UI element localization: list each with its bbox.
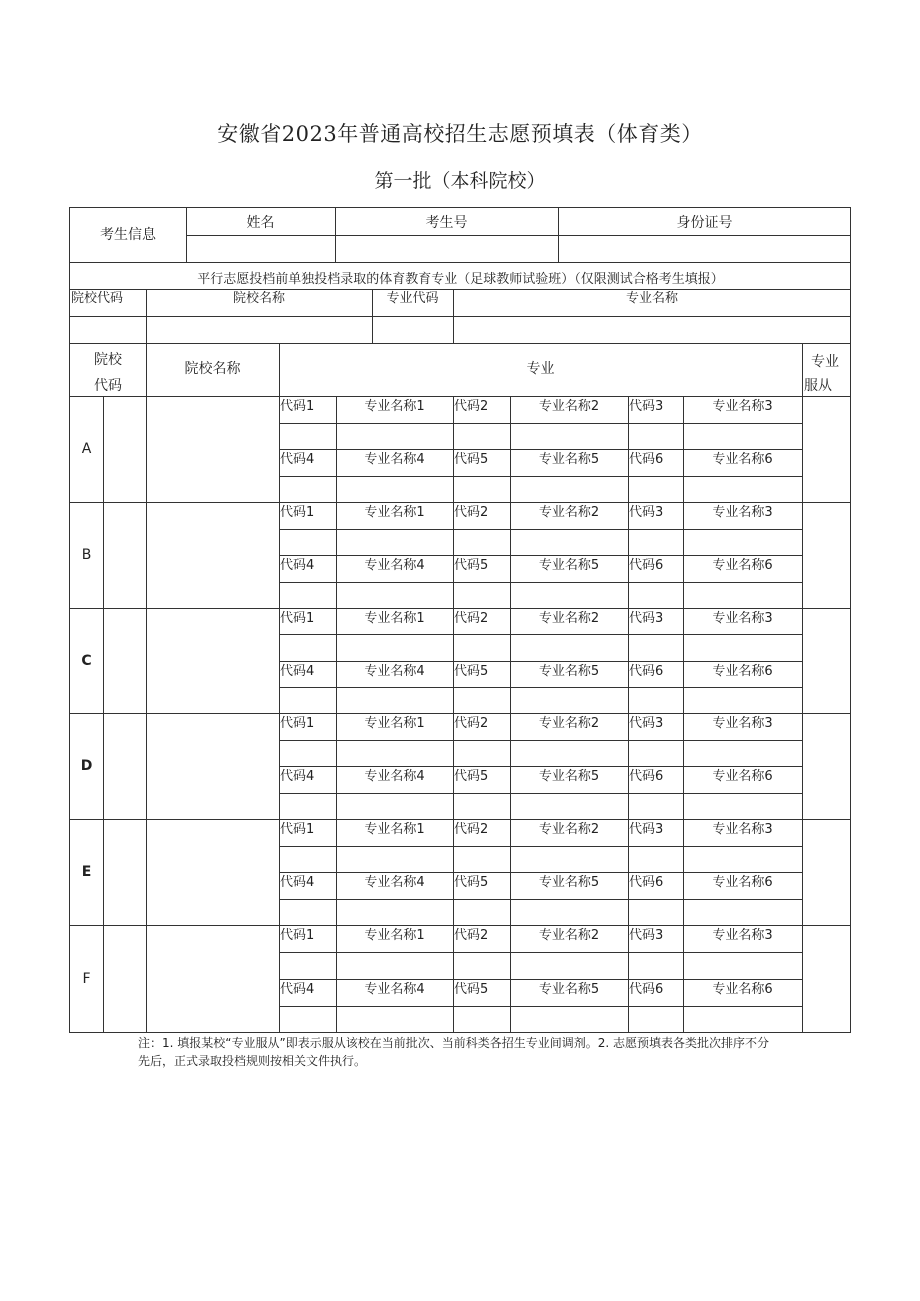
major-label-code1-e: 代码1 [280, 822, 315, 837]
header-school-code-line2: 代码 [94, 378, 122, 394]
major-label-name2-f: 专业名称2 [538, 928, 600, 943]
major-input-name2-a[interactable] [511, 424, 628, 450]
major-label-name4-c: 专业名称4 [364, 663, 425, 679]
major-label-code4-b: 代码4 [280, 558, 315, 573]
major-input-code4-f[interactable] [280, 1007, 336, 1033]
major-input-code5-f[interactable] [454, 1007, 510, 1033]
major-input-code5-c[interactable] [454, 688, 510, 713]
major-label-name6-b: 专业名称6 [712, 558, 773, 573]
special-school-code-label: 院校代码 [71, 291, 124, 306]
major-input-name4-e[interactable] [337, 900, 453, 926]
major-input-code6-c[interactable] [629, 688, 683, 713]
major-label-code6-b: 代码6 [629, 558, 664, 573]
major-input-name2-b[interactable] [511, 530, 628, 556]
major-input-code1-d[interactable] [280, 741, 336, 767]
id-number-input-cell[interactable] [559, 236, 851, 262]
major-input-name5-d[interactable] [511, 794, 628, 820]
major-label-code1-b: 代码1 [280, 505, 315, 520]
major-label-name2-e: 专业名称2 [538, 822, 600, 837]
major-input-name4-f[interactable] [337, 1007, 453, 1033]
major-input-code1-e[interactable] [280, 847, 336, 873]
major-label-name6-e: 专业名称6 [712, 875, 773, 890]
group-letter-d: D [80, 758, 93, 774]
major-input-code3-f[interactable] [629, 953, 683, 979]
school-name-input-a[interactable] [147, 397, 279, 502]
major-label-name1-f: 专业名称1 [364, 928, 425, 943]
major-label-code2-c: 代码2 [454, 611, 489, 626]
major-label-code2-e: 代码2 [454, 822, 489, 837]
major-label-code5-f: 代码5 [454, 982, 489, 997]
major-label-name3-d: 专业名称3 [712, 716, 773, 731]
major-input-code2-c[interactable] [454, 635, 510, 660]
major-input-name4-b[interactable] [337, 583, 453, 609]
major-label-name5-b: 专业名称5 [538, 558, 600, 573]
school-name-input-e[interactable] [147, 820, 279, 925]
major-input-code1-c[interactable] [280, 635, 336, 660]
major-input-code1-b[interactable] [280, 530, 336, 556]
major-label-code3-b: 代码3 [629, 505, 664, 520]
major-label-name5-e: 专业名称5 [538, 875, 600, 890]
obey-input-a[interactable] [803, 397, 851, 502]
major-input-name6-f[interactable] [684, 1007, 802, 1033]
major-input-code4-c[interactable] [280, 688, 336, 713]
major-input-name6-c[interactable] [684, 688, 802, 713]
major-label-code2-f: 代码2 [454, 928, 489, 943]
obey-input-d[interactable] [803, 714, 851, 819]
major-input-code3-e[interactable] [629, 847, 683, 873]
major-input-name4-a[interactable] [337, 477, 453, 503]
special-school-name-label: 院校名称 [232, 291, 285, 306]
major-label-name2-b: 专业名称2 [538, 505, 600, 520]
major-label-name1-a: 专业名称1 [364, 399, 425, 414]
major-input-code4-a[interactable] [280, 477, 336, 503]
school-code-input-b[interactable] [104, 503, 146, 608]
major-label-name1-b: 专业名称1 [364, 505, 425, 520]
header-obey-line2: 服从 [804, 378, 832, 394]
obey-input-c[interactable] [803, 609, 851, 713]
major-label-name1-d: 专业名称1 [364, 716, 425, 731]
group-letter-f: F [82, 971, 91, 987]
school-code-input-a[interactable] [104, 397, 146, 502]
special-major-name-input[interactable] [454, 317, 851, 343]
major-label-name6-c: 专业名称6 [712, 663, 773, 679]
major-label-code5-d: 代码5 [454, 769, 489, 784]
major-input-code1-f[interactable] [280, 953, 336, 979]
major-label-code2-d: 代码2 [454, 716, 489, 731]
major-input-code6-e[interactable] [629, 900, 683, 926]
group-letter-b: B [81, 547, 92, 563]
major-label-code5-e: 代码5 [454, 875, 489, 890]
major-label-code6-d: 代码6 [629, 769, 664, 784]
school-code-input-c[interactable] [104, 609, 146, 713]
major-input-code5-d[interactable] [454, 794, 510, 820]
major-input-name2-c[interactable] [511, 635, 628, 660]
major-label-name4-f: 专业名称4 [364, 982, 425, 997]
major-label-code3-f: 代码3 [629, 928, 664, 943]
major-input-name6-a[interactable] [684, 477, 802, 503]
major-label-code6-c: 代码6 [629, 663, 664, 679]
header-major: 专业 [526, 361, 555, 377]
special-section-title: 平行志愿投档前单独投档录取的体育教育专业（足球教师试验班）（仅限测试合格考生填报） [197, 272, 724, 287]
major-input-code2-a[interactable] [454, 424, 510, 450]
major-label-code1-c: 代码1 [280, 611, 315, 626]
major-label-code5-c: 代码5 [454, 663, 489, 679]
major-input-name6-b[interactable] [684, 583, 802, 609]
major-input-name1-e[interactable] [337, 847, 453, 873]
major-label-name5-f: 专业名称5 [538, 982, 600, 997]
major-input-code5-a[interactable] [454, 477, 510, 503]
major-input-name1-f[interactable] [337, 953, 453, 979]
major-label-code4-c: 代码4 [280, 663, 315, 679]
major-input-name1-a[interactable] [337, 424, 453, 450]
school-code-input-d[interactable] [104, 714, 146, 819]
special-major-name-label: 专业名称 [625, 291, 678, 306]
student-info-label: 考生信息 [100, 227, 156, 243]
group-letter-e: E [81, 864, 92, 880]
major-input-name2-d[interactable] [511, 741, 628, 767]
major-label-name2-d: 专业名称2 [538, 716, 600, 731]
major-label-code3-a: 代码3 [629, 399, 664, 414]
major-label-code6-a: 代码6 [629, 452, 664, 467]
exam-number-input-cell[interactable] [336, 236, 558, 262]
exam-number-label: 考生号 [425, 215, 468, 231]
major-input-name5-b[interactable] [511, 583, 628, 609]
major-input-name2-f[interactable] [511, 953, 628, 979]
major-label-name3-a: 专业名称3 [712, 399, 773, 414]
major-input-code4-d[interactable] [280, 794, 336, 820]
major-label-name5-c: 专业名称5 [538, 663, 600, 679]
major-label-name3-c: 专业名称3 [712, 611, 773, 626]
major-input-code5-e[interactable] [454, 900, 510, 926]
major-input-name5-e[interactable] [511, 900, 628, 926]
major-input-code2-e[interactable] [454, 847, 510, 873]
major-input-code5-b[interactable] [454, 583, 510, 609]
school-name-input-d[interactable] [147, 714, 279, 819]
major-input-code6-b[interactable] [629, 583, 683, 609]
name-label: 姓名 [246, 215, 275, 231]
major-input-name4-d[interactable] [337, 794, 453, 820]
major-input-code1-a[interactable] [280, 424, 336, 450]
major-input-code3-a[interactable] [629, 424, 683, 450]
major-label-code2-b: 代码2 [454, 505, 489, 520]
major-label-name6-a: 专业名称6 [712, 452, 773, 467]
school-name-input-c[interactable] [147, 609, 279, 713]
major-label-code5-b: 代码5 [454, 558, 489, 573]
major-label-name2-c: 专业名称2 [538, 611, 600, 626]
header-school-code-line1: 院校 [94, 352, 122, 368]
major-label-name5-d: 专业名称5 [538, 769, 600, 784]
major-label-code3-d: 代码3 [629, 716, 664, 731]
major-label-code4-d: 代码4 [280, 769, 315, 784]
school-code-input-e[interactable] [104, 820, 146, 925]
special-major-code-input[interactable] [373, 317, 453, 343]
major-label-code4-e: 代码4 [280, 875, 315, 890]
major-input-name1-b[interactable] [337, 530, 453, 556]
footnote: 注：1. 填报某校“专业服从”即表示服从该校在当前批次、当前科类各招生专业间调剂。2. 志愿预填表各类批次排序不分先后，正式录取投档规则按相关文件执行。 [138, 1036, 769, 1068]
major-input-code3-d[interactable] [629, 741, 683, 767]
major-label-name4-e: 专业名称4 [364, 875, 425, 890]
school-name-input-b[interactable] [147, 503, 279, 608]
major-input-name2-e[interactable] [511, 847, 628, 873]
major-input-code4-e[interactable] [280, 900, 336, 926]
header-obey-line1: 专业 [811, 354, 839, 370]
special-school-code-input[interactable] [71, 317, 146, 343]
major-label-name3-e: 专业名称3 [712, 822, 773, 837]
school-code-input-f[interactable] [104, 926, 146, 1033]
major-label-code2-a: 代码2 [454, 399, 489, 414]
major-input-code6-f[interactable] [629, 1007, 683, 1033]
special-major-code-label: 专业代码 [386, 291, 439, 306]
major-input-name3-c[interactable] [684, 635, 802, 660]
major-input-name1-d[interactable] [337, 741, 453, 767]
page-title: 安徽省2023年普通高校招生志愿预填表（体育类） [217, 122, 703, 146]
major-label-code6-f: 代码6 [629, 982, 664, 997]
major-input-name6-d[interactable] [684, 794, 802, 820]
major-input-code6-d[interactable] [629, 794, 683, 820]
major-input-name5-f[interactable] [511, 1007, 628, 1033]
major-input-name3-e[interactable] [684, 847, 802, 873]
major-input-name1-c[interactable] [337, 635, 453, 660]
major-label-code1-d: 代码1 [280, 716, 315, 731]
school-name-input-f[interactable] [147, 926, 279, 1033]
major-input-code2-b[interactable] [454, 530, 510, 556]
obey-input-f[interactable] [803, 926, 851, 1033]
major-label-code1-a: 代码1 [280, 399, 315, 414]
major-label-name1-e: 专业名称1 [364, 822, 425, 837]
major-label-name4-a: 专业名称4 [364, 452, 425, 467]
major-label-name1-c: 专业名称1 [364, 611, 425, 626]
major-label-code3-c: 代码3 [629, 611, 664, 626]
major-input-code4-b[interactable] [280, 583, 336, 609]
major-label-code5-a: 代码5 [454, 452, 489, 467]
major-input-code3-c[interactable] [629, 635, 683, 660]
name-input-cell[interactable] [187, 236, 335, 262]
major-input-name3-d[interactable] [684, 741, 802, 767]
major-input-code2-d[interactable] [454, 741, 510, 767]
major-label-code4-a: 代码4 [280, 452, 315, 467]
major-input-name4-c[interactable] [337, 688, 453, 713]
header-school-name: 院校名称 [184, 361, 241, 377]
obey-input-b[interactable] [803, 503, 851, 608]
id-number-label: 身份证号 [676, 215, 733, 231]
major-label-code6-e: 代码6 [629, 875, 664, 890]
major-label-code4-f: 代码4 [280, 982, 315, 997]
major-label-name4-d: 专业名称4 [364, 769, 425, 784]
major-input-name3-a[interactable] [684, 424, 802, 450]
page-subtitle: 第一批（本科院校） [374, 170, 546, 192]
major-label-name2-a: 专业名称2 [538, 399, 600, 414]
major-input-code2-f[interactable] [454, 953, 510, 979]
group-letter-a: A [81, 441, 92, 457]
major-input-name5-a[interactable] [511, 477, 628, 503]
major-label-name3-b: 专业名称3 [712, 505, 773, 520]
major-input-code6-a[interactable] [629, 477, 683, 503]
major-label-name6-d: 专业名称6 [712, 769, 773, 784]
major-input-name3-b[interactable] [684, 530, 802, 556]
major-input-name5-c[interactable] [511, 688, 628, 713]
major-label-name6-f: 专业名称6 [712, 982, 773, 997]
major-input-name3-f[interactable] [684, 953, 802, 979]
major-label-name4-b: 专业名称4 [364, 558, 425, 573]
form-table [69, 207, 851, 1033]
special-school-name-input[interactable] [147, 317, 372, 343]
major-input-code3-b[interactable] [629, 530, 683, 556]
group-letter-c: C [81, 652, 92, 669]
major-label-name3-f: 专业名称3 [712, 928, 773, 943]
obey-input-e[interactable] [803, 820, 851, 925]
major-label-code1-f: 代码1 [280, 928, 315, 943]
major-label-name5-a: 专业名称5 [538, 452, 600, 467]
major-input-name6-e[interactable] [684, 900, 802, 926]
major-label-code3-e: 代码3 [629, 822, 664, 837]
